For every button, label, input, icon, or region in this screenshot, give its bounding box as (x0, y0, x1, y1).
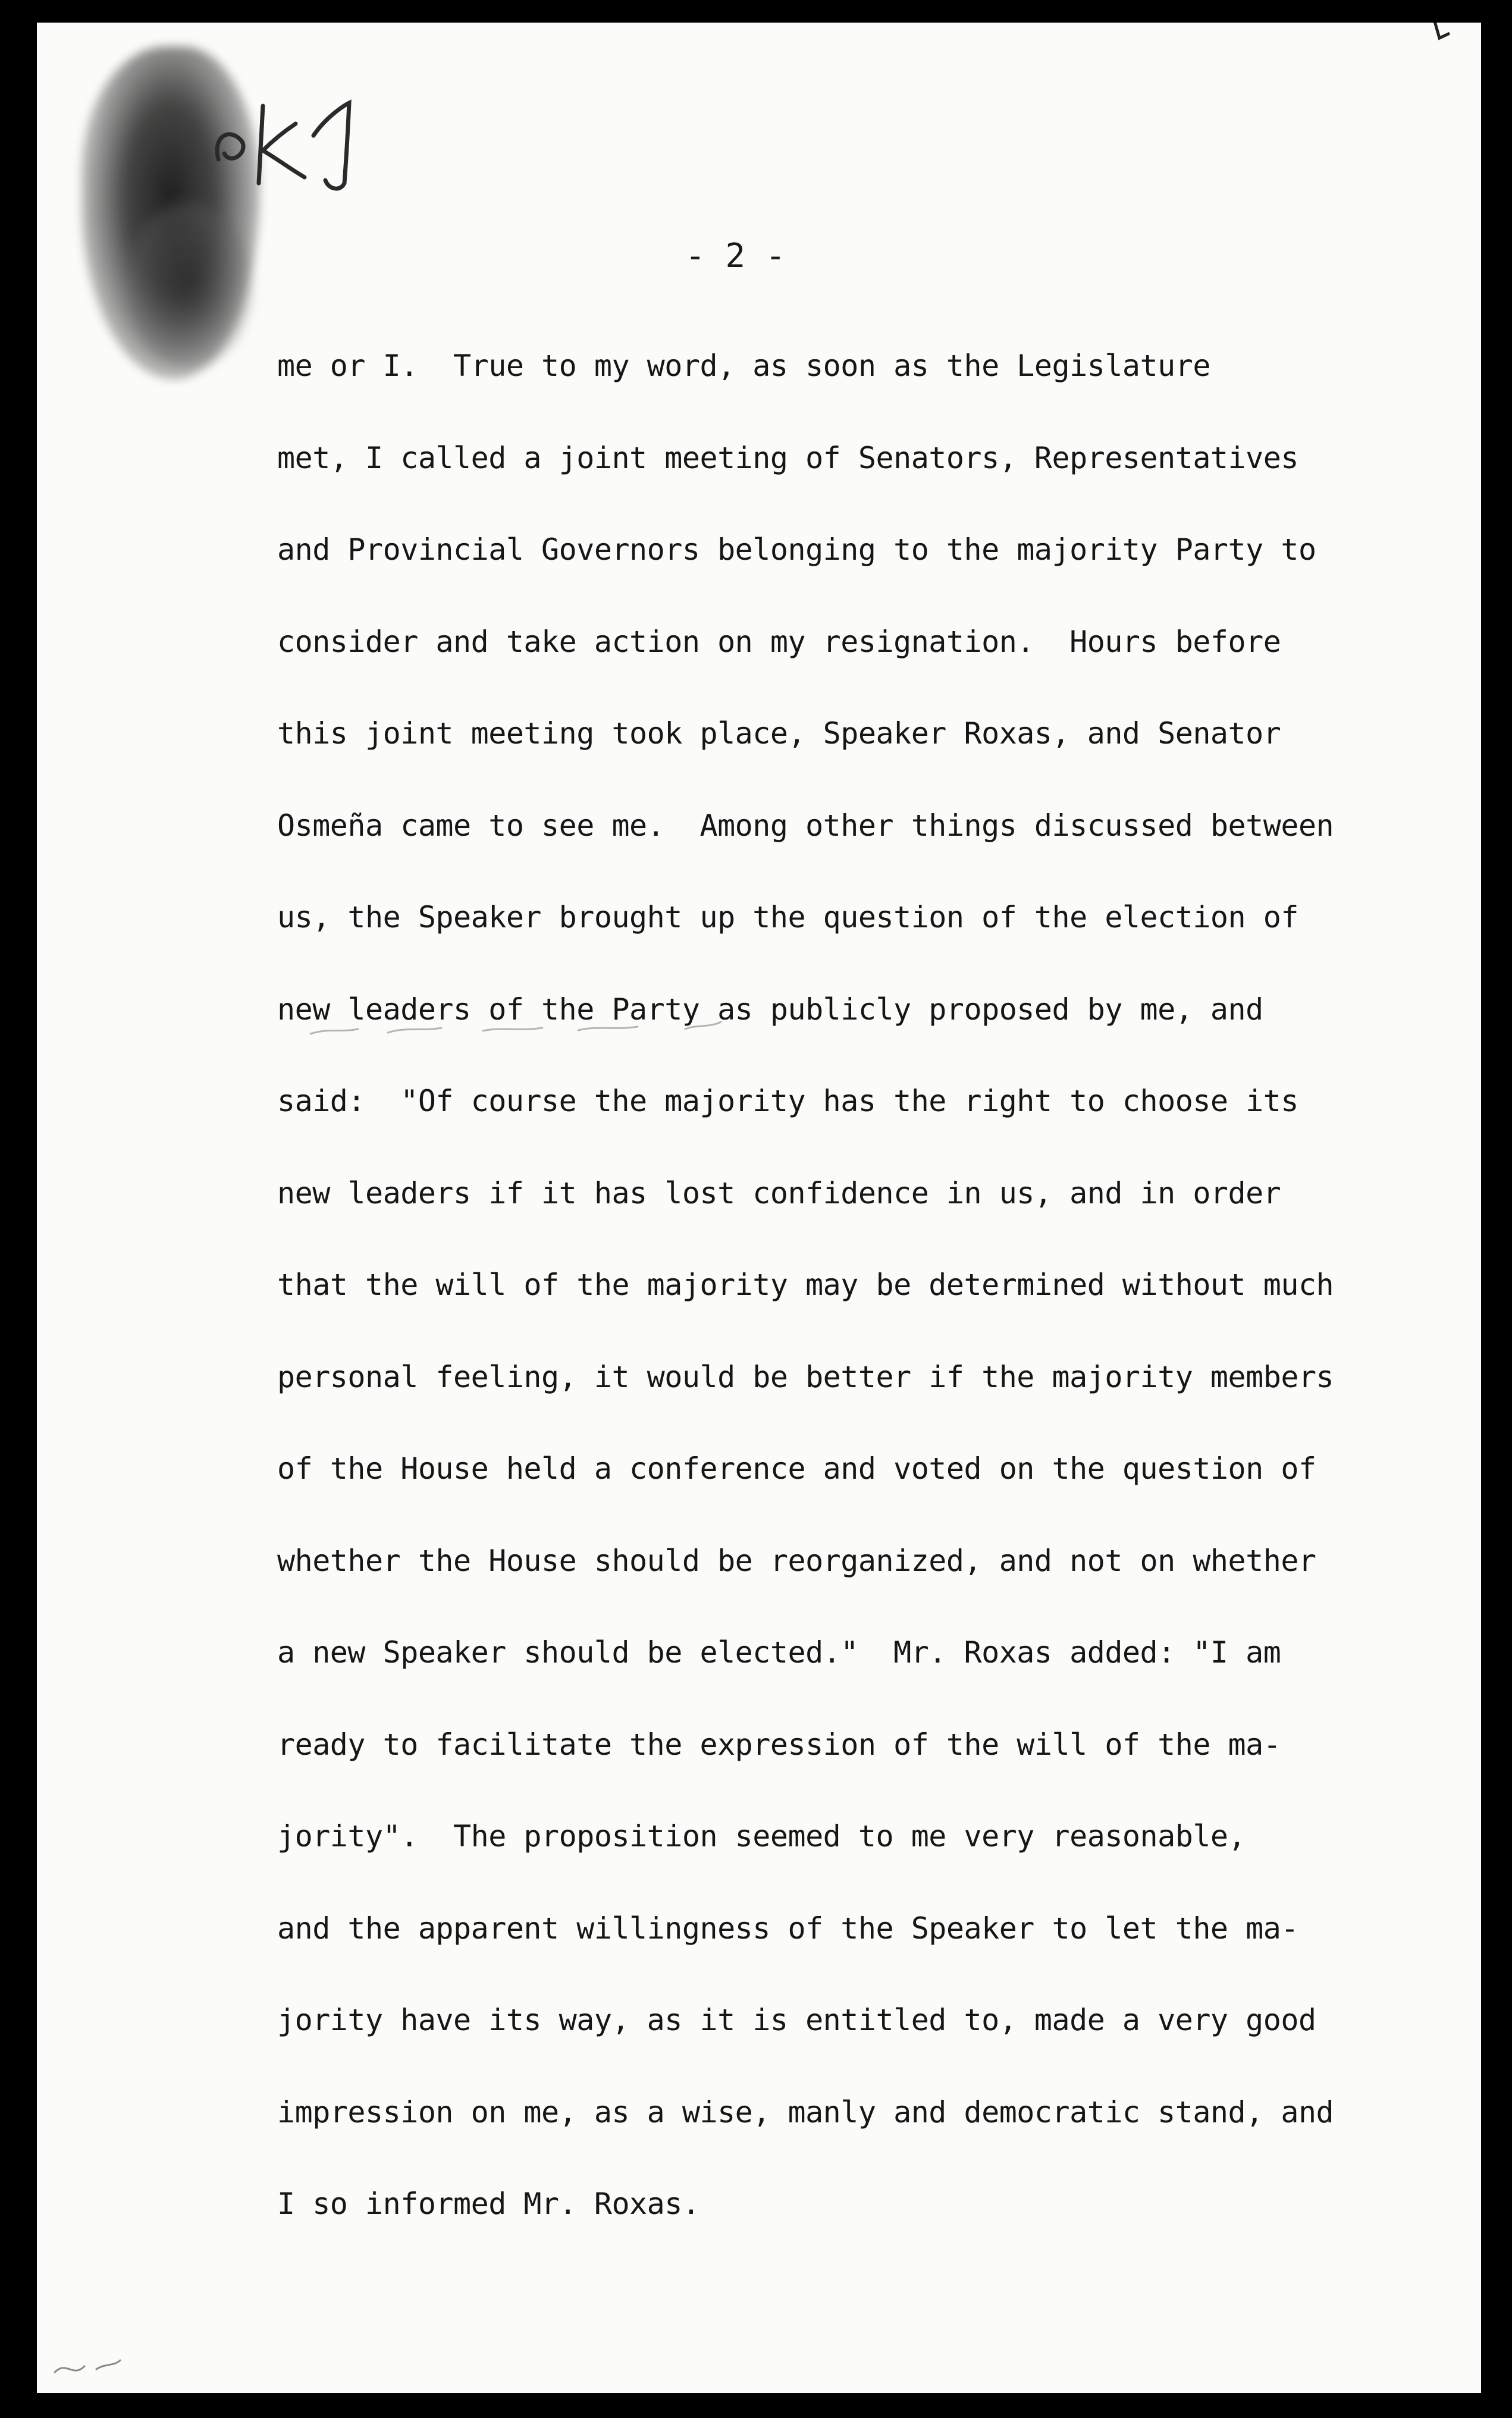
text-line: us, the Speaker brought up the question of the election of (277, 900, 1298, 934)
text-line: met, I called a joint meeting of Senators, Representatives (277, 440, 1298, 475)
text-line: that the will of the majority may be determined without much (277, 1268, 1334, 1302)
text-line: consider and take action on my resignation. Hours before (277, 624, 1281, 659)
handwritten-initials-mark (206, 94, 385, 195)
text-line: impression on me, as a wise, manly and democratic stand, and (277, 2094, 1334, 2130)
text-line: jority have its way, as it is entitled to, made a very good (277, 2003, 1316, 2037)
text-line: and Provincial Governors belonging to the majority Party to (277, 532, 1316, 567)
text-line: me or I. True to my word, as soon as the Legislature (277, 349, 1210, 383)
text-line: new leaders if it has lost confidence in us, and in order (277, 1175, 1281, 1210)
text-line: this joint meeting took place, Speaker Roxas, and Senator (277, 716, 1281, 751)
text-line: jority". The proposition seemed to me very reasonable, (277, 1819, 1246, 1854)
text-line: I so informed Mr. Roxas. (277, 2187, 700, 2221)
text-line: and the apparent willingness of the Speaker to let the ma- (277, 1911, 1298, 1946)
text-line: said: "Of course the majority has the right to choose its (277, 1084, 1298, 1118)
document-page (37, 23, 1481, 2393)
page-number: - 2 - (685, 237, 786, 275)
margin-smudge (49, 2348, 126, 2384)
typewritten-body (277, 320, 1407, 2250)
text-line: whether the House should be reorganized, and not on whether (277, 1543, 1316, 1578)
text-line: new leaders of the Party as publicly proposed by me, and (277, 992, 1263, 1027)
text-line: a new Speaker should be elected." Mr. Roxas added: "I am (277, 1635, 1281, 1670)
corner-pen-mark (1429, 23, 1464, 44)
text-line: Osmeña came to see me. Among other things discussed between (277, 808, 1334, 843)
text-line: personal feeling, it would be better if the majority members (277, 1359, 1334, 1394)
ink-stain-lower (126, 201, 251, 368)
text-line: ready to facilitate the expression of the will of the ma- (277, 1727, 1281, 1762)
text-line: of the House held a conference and voted on the question of (277, 1451, 1316, 1486)
